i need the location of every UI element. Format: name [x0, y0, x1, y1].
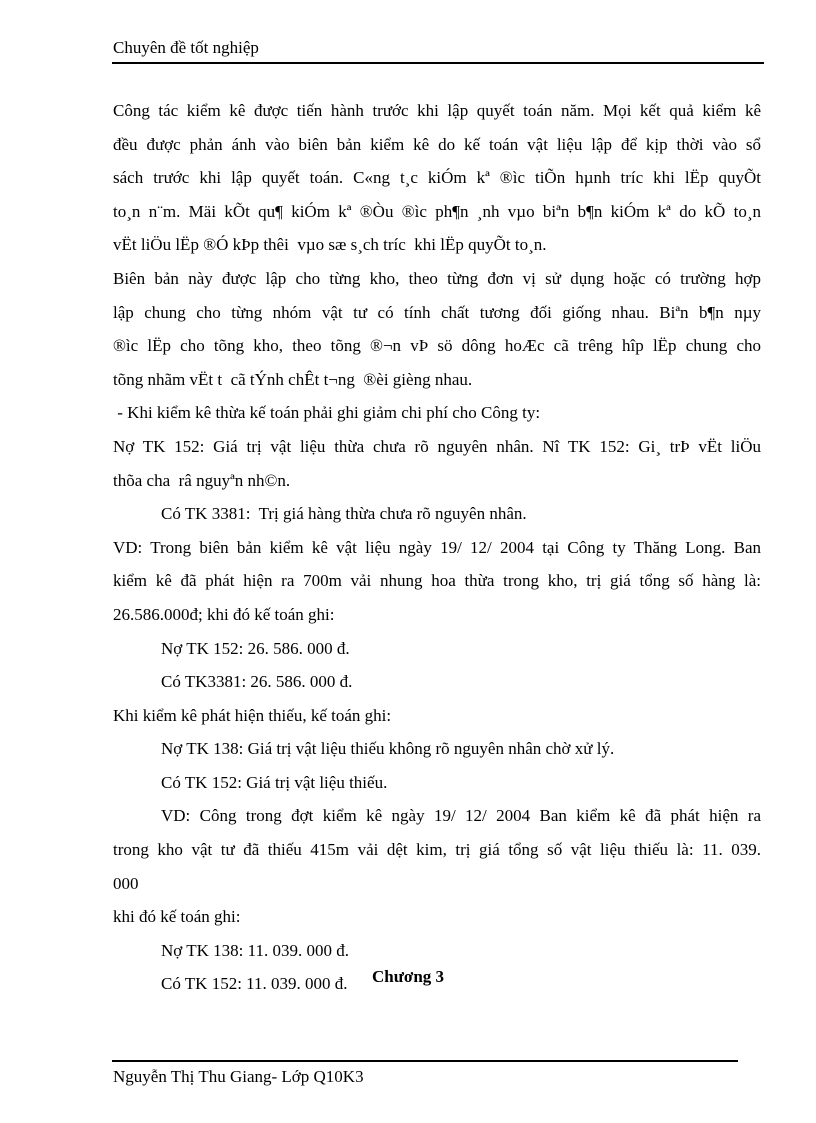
- text-line: Nợ TK 138: 11. 039. 000 đ.: [161, 940, 349, 960]
- text-line: lập chung cho từng nhóm vật tư có tính chất tương đối giống nhau. Biªn b¶n nµy: [113, 302, 761, 322]
- document-body: [113, 94, 761, 1001]
- text-line: Có TK 3381: Trị giá hàng thừa chưa rõ nguyên nhân.: [161, 504, 527, 524]
- text-line: to¸n n¨m. Mäi kÕt qu¶ kiÓm kª ®Òu ®ìc ph¶n ¸nh vµo biªn b¶n kiÓm kª do kÕ to¸n: [113, 201, 761, 221]
- page-footer: Nguyễn Thị Thu Giang- Lớp Q10K3: [113, 1067, 364, 1086]
- text-line: VD: Trong biên bản kiểm kê vật liệu ngày 19/ 12/ 2004 tại Công ty Thăng Long. Ban: [113, 537, 761, 557]
- text-line: Công tác kiểm kê được tiến hành trước khi lập quyết toán năm. Mọi kết quả kiểm kê: [113, 101, 761, 120]
- text-line: Nợ TK 152: Giá trị vật liệu thừa chưa rõ nguyên nhân. Nî TK 152: Gi¸ trÞ vËt liÖu: [113, 436, 761, 456]
- text-line: tõng nhãm vËt t cã tÝnh chÊt t¬ng ®èi gièng nhau.: [113, 369, 473, 389]
- chapter-title: Chương 3: [371, 967, 445, 986]
- text-line: Nợ TK 152: 26. 586. 000 đ.: [161, 638, 350, 658]
- text-line: Có TK 152: 11. 039. 000 đ.: [161, 974, 348, 994]
- text-line: Biên bản này được lập cho từng kho, theo từng đơn vị sử dụng hoặc có trường hợp: [113, 268, 761, 288]
- footer-rule: [112, 1060, 738, 1062]
- text-line: vËt liÖu lËp ®Ó kÞp thêi vµo sæ s¸ch tríc khi lËp quyÕt to¸n.: [113, 235, 547, 255]
- text-line: Nợ TK 138: Giá trị vật liệu thiếu không rõ nguyên nhân chờ xử lý.: [161, 739, 615, 759]
- text-line: 000: [113, 873, 139, 893]
- text-line: VD: Công trong đợt kiểm kê ngày 19/ 12/ 2004 Ban kiểm kê đã phát hiện ra: [161, 806, 761, 826]
- text-line: - Khi kiểm kê thừa kế toán phải ghi giảm chi phí cho Công ty:: [113, 403, 541, 423]
- header-rule: [112, 62, 764, 64]
- text-line: kiểm kê đã phát hiện ra 700m vải nhung hoa thừa trong kho, trị giá tổng số hàng là:: [113, 571, 761, 591]
- text-line: sách trước khi lập quyết toán. C«ng t¸c kiÓm kª ®ìc tiÕn hµnh tríc khi lËp quyÕt: [113, 168, 761, 188]
- text-line: ®ìc lËp cho tõng kho, theo tõng ®¬n vÞ sö dông hoÆc cã trêng hîp lËp chung cho: [113, 336, 761, 356]
- text-line: Khi kiểm kê phát hiện thiếu, kế toán ghi:: [113, 705, 392, 725]
- page-header: Chuyên đề tốt nghiệp: [113, 38, 259, 57]
- text-line: 26.586.000đ; khi đó kế toán ghi:: [113, 604, 335, 624]
- text-line: trong kho vật tư đã thiếu 415m vải dệt kim, trị giá tổng số vật liệu thiếu là: 11. 039.: [113, 840, 761, 860]
- text-line: Có TK 152: Giá trị vật liệu thiếu.: [161, 772, 388, 792]
- text-line: khi đó kế toán ghi:: [113, 907, 241, 927]
- text-line: đều được phản ánh vào biên bản kiểm kê do kế toán vật liệu lập để kịp thời vào sổ: [113, 134, 761, 154]
- text-line: thõa cha râ nguyªn nh©n.: [113, 470, 291, 490]
- text-line: Có TK3381: 26. 586. 000 đ.: [161, 672, 353, 692]
